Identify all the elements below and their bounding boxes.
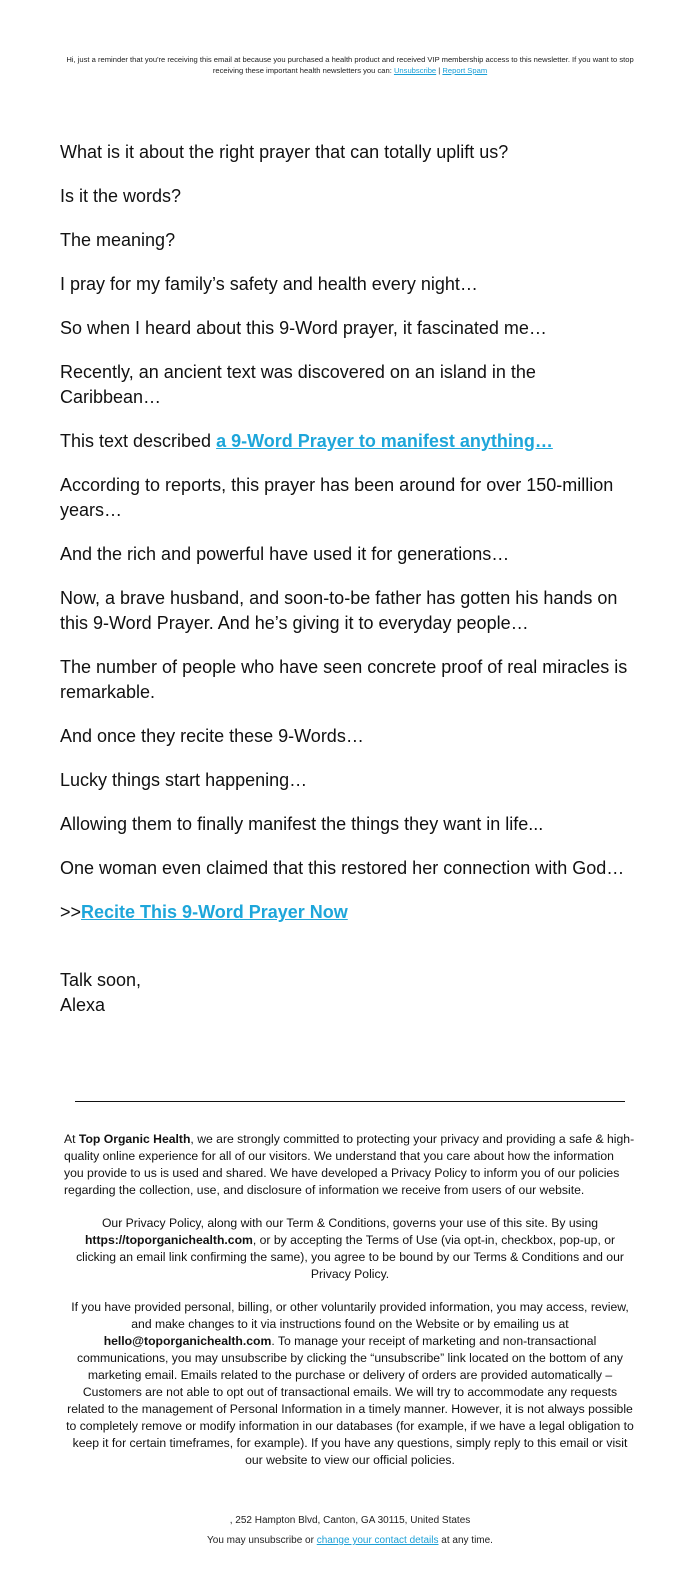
email-body: [60, 140, 640, 944]
preheader-notice: [60, 54, 640, 76]
body-text: This text described: [60, 431, 212, 451]
body-paragraph: Allowing them to finally manifest the things they want in life...: [60, 814, 544, 834]
cta-prefix: >>: [60, 902, 82, 922]
terms-paragraph: [64, 1215, 636, 1283]
legal-text: At: [64, 1132, 76, 1146]
unsubscribe-line: [60, 1534, 640, 1547]
change-contact-details-link[interactable]: change your contact details: [316, 1535, 439, 1546]
privacy-notice: [64, 1131, 636, 1485]
body-paragraph: Now, a brave husband, and soon-to-be father has gotten his hands on this 9-Word Prayer. And he’s giving it to everyday people…: [60, 588, 618, 633]
body-paragraph: So when I heard about this 9-Word prayer, it fascinated me…: [60, 318, 547, 338]
legal-text: , or by accepting the Terms of Use (via opt-in, checkbox, pop-up, or clicking an email link confirming the same), you agree to be bound by our Terms & Conditions and our Privacy Policy.: [76, 1233, 624, 1281]
contact-email: hello@toporganichealth.com: [103, 1334, 272, 1348]
footer-text: at any time.: [441, 1535, 493, 1546]
body-paragraph: I pray for my family’s safety and health every night…: [60, 274, 478, 294]
preheader-text: Hi, just a reminder that you're receiving this email at because you purchased a health product and received VIP membership access to this newsletter. If you want to stop receiving these important health newsletters you can:: [66, 55, 634, 75]
body-paragraph: According to reports, this prayer has been around for over 150-million years…: [60, 475, 614, 520]
mailing-address: , 252 Hampton Blvd, Canton, GA 30115, United States: [229, 1515, 471, 1526]
data-access-paragraph: [64, 1299, 636, 1469]
body-paragraph: Recently, an ancient text was discovered on an island in the Caribbean…: [60, 362, 536, 407]
footer-text: You may unsubscribe or: [207, 1535, 314, 1546]
divider: [75, 1101, 625, 1102]
legal-text: , we are strongly committed to protecting your privacy and providing a safe & high-quality online experience for all of our visitors. We understand that you care about how the information you provide to us is used and shared. We have developed a Privacy Policy to inform you of our policies regarding the collection, use, and disclosure of information we receive from users of our website.: [64, 1132, 635, 1197]
privacy-paragraph: [64, 1131, 636, 1199]
body-paragraph: And once they recite these 9-Words…: [60, 726, 364, 746]
prayer-link[interactable]: a 9-Word Prayer to manifest anything…: [216, 431, 553, 451]
signoff-name: Alexa: [60, 995, 106, 1015]
body-paragraph: The number of people who have seen concrete proof of real miracles is remarkable.: [60, 657, 628, 702]
report-spam-link[interactable]: Report Spam: [442, 66, 488, 75]
body-paragraph: Lucky things start happening…: [60, 770, 308, 790]
cta-paragraph: [60, 900, 640, 925]
body-paragraph: Is it the words?: [60, 186, 182, 206]
link-separator: |: [438, 66, 441, 75]
body-paragraph: One woman even claimed that this restored her connection with God…: [60, 858, 625, 878]
recite-prayer-cta-link[interactable]: Recite This 9-Word Prayer Now: [81, 902, 348, 922]
legal-text: . To manage your receipt of marketing and non-transactional communications, you may unsubscribe by clicking the “unsubscribe” link located on the bottom of any marketing email. Emails related to the purchase or delivery of orders are provided automatically – Customers are not able to opt out of transactional emails. We will try to accommodate any requests related to the management of Personal Information in a timely manner. However, it is not always possible to completely remove or modify information in our databases (for example, if we have a legal obligation to keep it for certain timeframes, for example). If you have any questions, simply reply to this email or visit our website to view our official policies.: [66, 1334, 634, 1467]
website-url: https://toporganichealth.com: [84, 1233, 253, 1247]
body-paragraph: The meaning?: [60, 230, 176, 250]
body-paragraph: What is it about the right prayer that can totally uplift us?: [60, 142, 509, 162]
body-paragraph: And the rich and powerful have used it for generations…: [60, 544, 510, 564]
company-name: Top Organic Health: [78, 1132, 191, 1146]
legal-text: Our Privacy Policy, along with our Term & Conditions, governs your use of this site. By using: [101, 1216, 599, 1230]
email-footer: [60, 1514, 640, 1547]
signoff-closing: Talk soon,: [60, 970, 142, 990]
legal-text: If you have provided personal, billing, or other voluntarily provided information, you may access, review, and make changes to it via instructions found on the Website or by emailing us at: [71, 1300, 629, 1331]
unsubscribe-link[interactable]: Unsubscribe: [393, 66, 437, 75]
signoff: [60, 968, 640, 1018]
body-paragraph-with-link: [60, 429, 640, 454]
